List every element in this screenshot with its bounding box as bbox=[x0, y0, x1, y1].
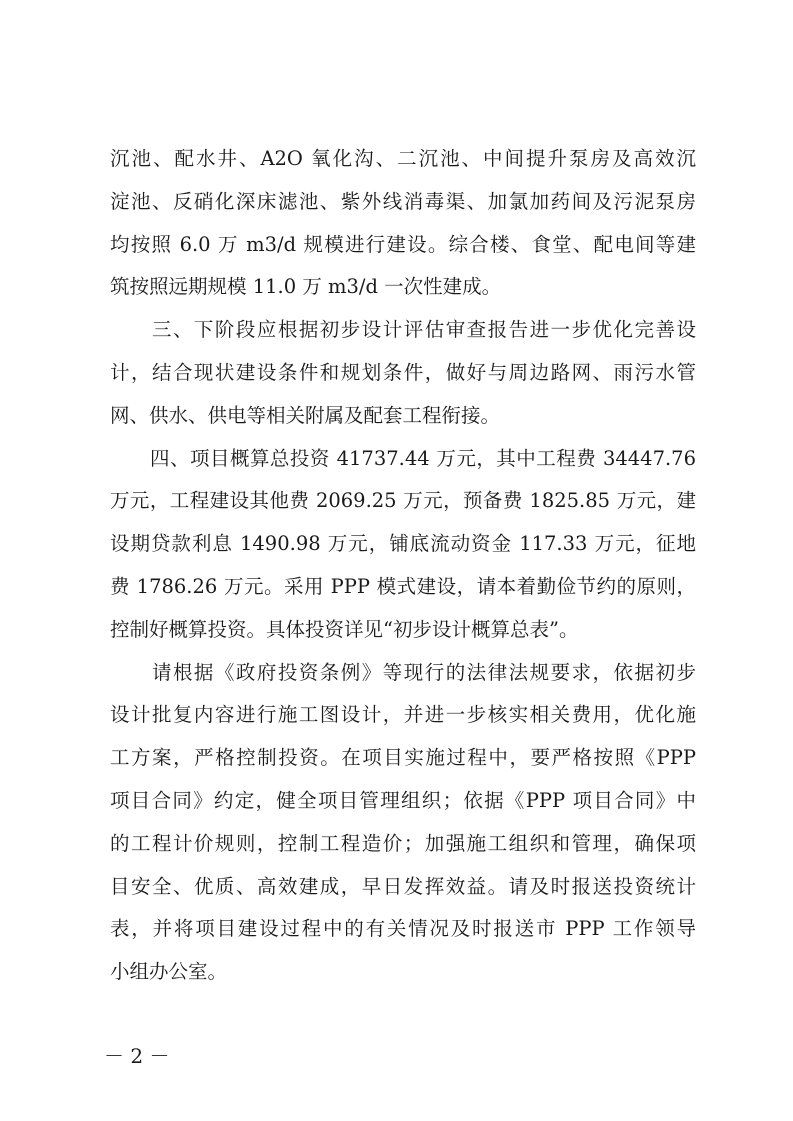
text-line-14: 设计批复内容进行施工图设计，并进一步核实相关费用，优化施 bbox=[110, 703, 696, 727]
text-line-1: 沉池、配水井、A2O 氧化沟、二沉池、中间提升泵房及高效沉 bbox=[110, 147, 696, 170]
text-line-20: 小组办公室。 bbox=[110, 960, 228, 984]
text-line-5: 三、下阶段应根据初步设计评估审查报告进一步优化完善设 bbox=[110, 318, 696, 342]
text-line-7: 网、供水、供电等相关附属及配套工程衔接。 bbox=[110, 403, 501, 427]
document-body bbox=[110, 138, 696, 994]
text-line-15: 工方案，严格控制投资。在项目实施过程中，要严格按照《PPP bbox=[110, 746, 696, 770]
text-line-3: 均按照 6.0 万 m3/d 规模进行建设。综合楼、食堂、配电间等建 bbox=[110, 232, 696, 256]
text-line-10: 设期贷款利息 1490.98 万元，铺底流动资金 117.33 万元，征地 bbox=[110, 532, 696, 556]
text-line-2: 淀池、反硝化深床滤池、紫外线消毒渠、加氯加药间及污泥泵房 bbox=[110, 189, 696, 213]
text-line-12: 控制好概算投资。具体投资详见“初步设计概算总表”。 bbox=[110, 617, 579, 641]
text-line-4: 筑按照远期规模 11.0 万 m3/d 一次性建成。 bbox=[110, 275, 502, 299]
text-line-18: 目安全、优质、高效建成，早日发挥效益。请及时报送投资统计 bbox=[110, 874, 696, 898]
page-number: － 2 － bbox=[104, 1044, 170, 1068]
text-line-19: 表，并将项目建设过程中的有关情况及时报送市 PPP 工作领导 bbox=[110, 917, 696, 941]
text-line-11: 费 1786.26 万元。采用 PPP 模式建设，请本着勤俭节约的原则， bbox=[110, 574, 696, 598]
text-line-6: 计，结合现状建设条件和规划条件，做好与周边路网、雨污水管 bbox=[110, 360, 696, 384]
text-line-17: 的工程计价规则，控制工程造价；加强施工组织和管理，确保项 bbox=[110, 831, 696, 855]
text-line-8: 四、项目概算总投资 41737.44 万元，其中工程费 34447.76 bbox=[110, 446, 696, 470]
text-line-9: 万元，工程建设其他费 2069.25 万元，预备费 1825.85 万元，建 bbox=[110, 489, 696, 513]
text-line-13: 请根据《政府投资条例》等现行的法律法规要求，依据初步 bbox=[110, 660, 696, 684]
text-line-16: 项目合同》约定，健全项目管理组织；依据《PPP 项目合同》中 bbox=[110, 788, 696, 812]
